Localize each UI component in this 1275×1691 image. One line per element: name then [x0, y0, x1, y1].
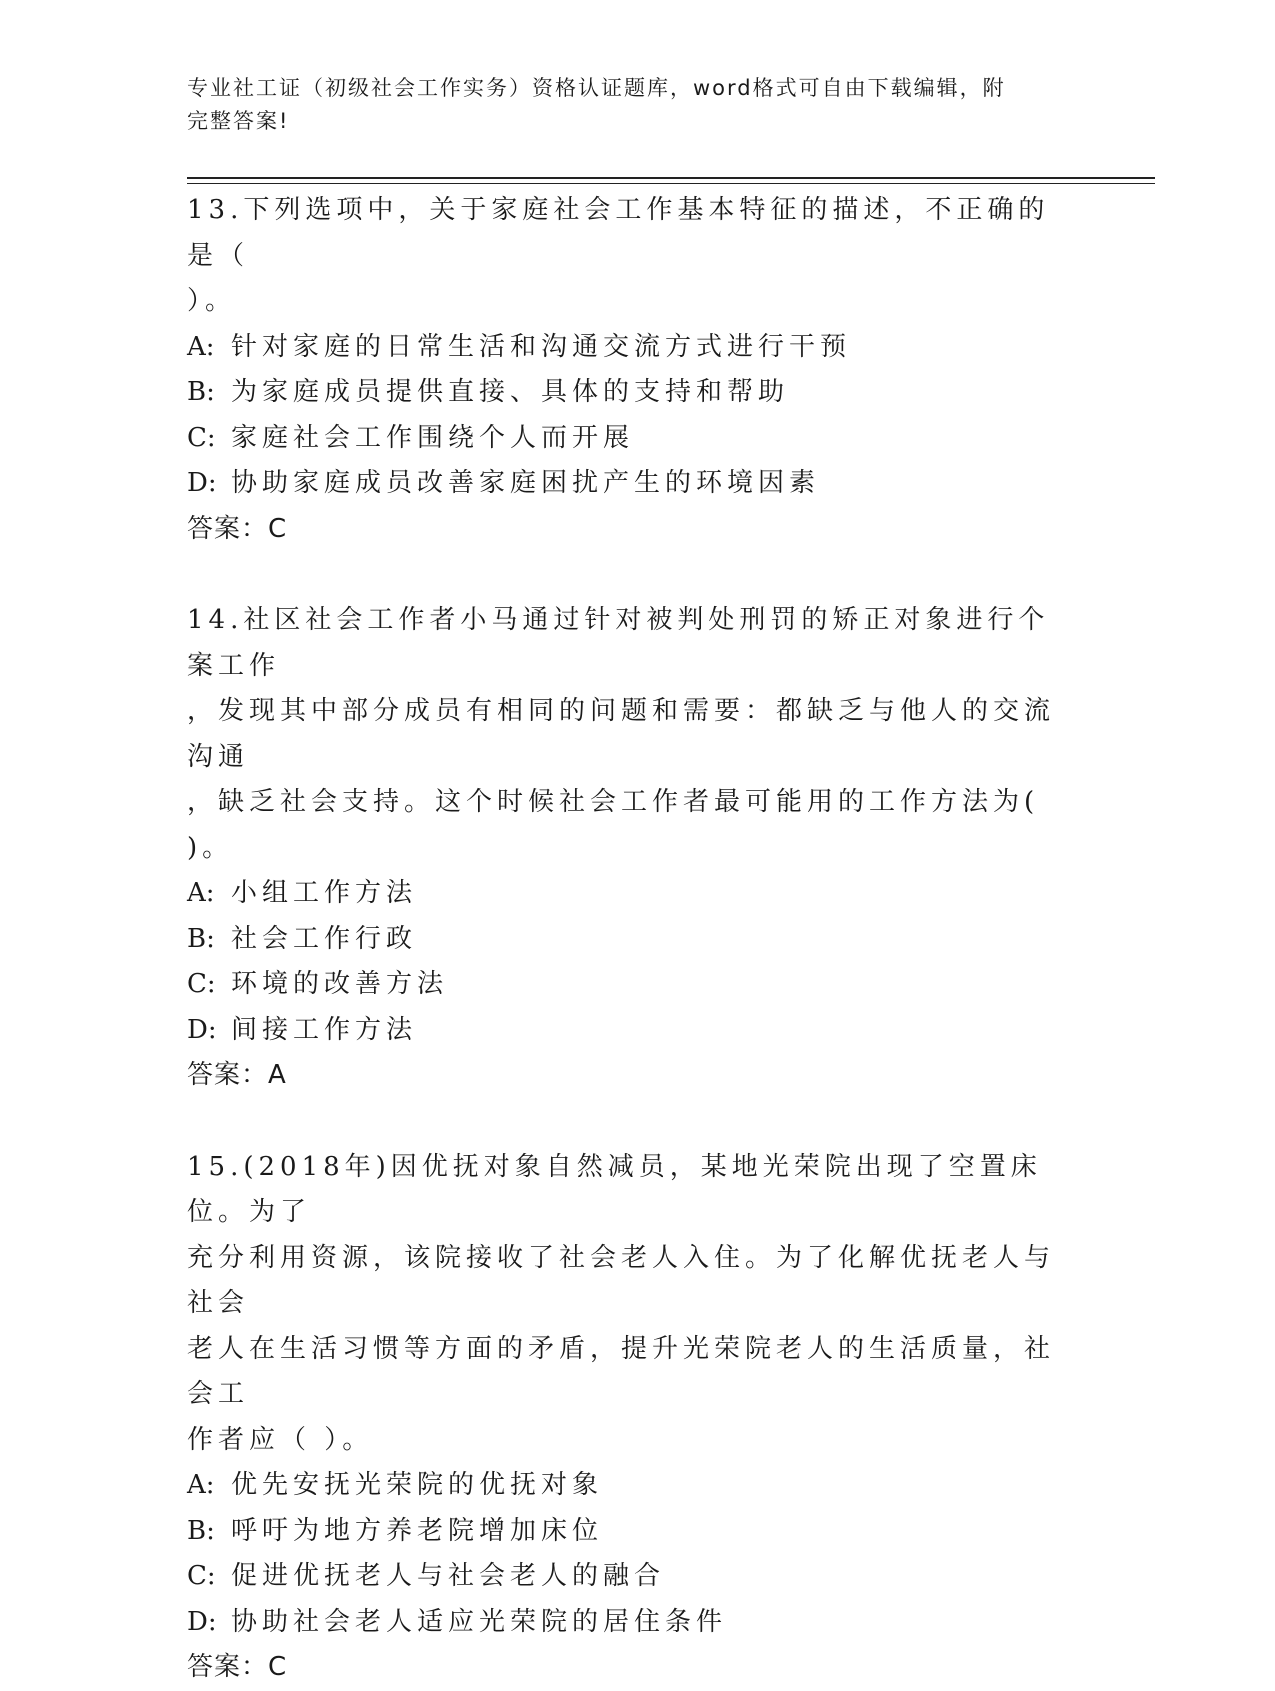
option-text: 针对家庭的日常生活和沟通交流方式进行干预	[231, 331, 852, 362]
option-c	[187, 416, 1087, 462]
question-13	[187, 188, 1087, 552]
option-a	[187, 871, 1087, 917]
option-text: 协助社会老人适应光荣院的居住条件	[231, 1606, 728, 1637]
option-key: C:	[187, 969, 216, 999]
question-spacer	[187, 552, 1087, 598]
option-d	[187, 1008, 1087, 1054]
option-text: 呼吁为地方养老院增加床位	[231, 1515, 604, 1546]
option-text: 环境的改善方法	[231, 969, 449, 999]
answer-label: 答案：C	[187, 513, 288, 544]
option-text: 优先安抚光荣院的优抚对象	[231, 1470, 604, 1500]
question-14	[187, 598, 1087, 1099]
question-stem-line: 15.(2018年)因优抚对象自然减员，某地光荣院出现了空置床位。为了	[187, 1151, 1042, 1227]
question-stem	[187, 1145, 1077, 1464]
header-rule-thick	[187, 177, 1155, 179]
option-d	[187, 461, 1087, 507]
question-stem-line: ，发现其中部分成员有相同的问题和需要：都缺乏与他人的交流沟通	[187, 696, 1056, 772]
option-key: C:	[187, 422, 216, 453]
document-header	[187, 72, 1087, 138]
option-text: 为家庭成员提供直接、具体的支持和帮助	[231, 377, 790, 407]
option-c	[187, 962, 1087, 1008]
option-text: 小组工作方法	[231, 878, 418, 908]
option-text: 社会工作行政	[231, 923, 418, 954]
question-15	[187, 1145, 1087, 1691]
option-key: C:	[187, 1561, 216, 1591]
option-a	[187, 1463, 1087, 1509]
option-key: B:	[187, 923, 215, 954]
question-stem-line: 老人在生活习惯等方面的矛盾，提升光荣院老人的生活质量，社会工	[187, 1333, 1056, 1409]
option-b	[187, 1509, 1087, 1555]
option-text: 间接工作方法	[231, 1014, 418, 1045]
option-text: 家庭社会工作围绕个人而开展	[231, 422, 635, 453]
question-stem-line: ）。	[187, 286, 237, 316]
header-line-2: 完整答案!	[187, 109, 290, 133]
question-stem-line: 14.社区社会工作者小马通过针对被判处刑罚的矫正对象进行个案工作	[187, 605, 1050, 681]
option-key: A:	[187, 1470, 215, 1500]
option-key: D:	[187, 468, 217, 498]
option-c	[187, 1554, 1087, 1600]
question-stem-line: 充分利用资源，该院接收了社会老人入住。为了化解优抚老人与社会	[187, 1242, 1056, 1318]
option-b	[187, 917, 1087, 963]
option-key: A:	[187, 331, 215, 362]
answer-label: 答案：A	[187, 1060, 287, 1090]
option-key: B:	[187, 1515, 215, 1546]
option-key: D:	[187, 1606, 217, 1637]
question-stem-line: 13.下列选项中，关于家庭社会工作基本特征的描述，不正确的是（	[187, 195, 1050, 271]
option-key: B:	[187, 377, 215, 407]
option-text: 促进优抚老人与社会老人的融合	[231, 1561, 666, 1591]
option-b	[187, 370, 1087, 416]
header-rule-thin	[187, 183, 1155, 184]
option-text: 协助家庭成员改善家庭困扰产生的环境因素	[231, 468, 821, 498]
question-stem-line: 作者应（ ）。	[187, 1424, 374, 1455]
question-stem	[187, 188, 1077, 325]
question-list	[187, 188, 1087, 1691]
question-stem	[187, 598, 1077, 871]
header-line-1: 专业社工证（初级社会工作实务）资格认证题库，word格式可自由下载编辑，附	[187, 76, 1006, 100]
answer-label: 答案：C	[187, 1652, 288, 1682]
option-d	[187, 1600, 1087, 1646]
option-key: D:	[187, 1014, 217, 1045]
option-key: A:	[187, 878, 215, 908]
question-spacer	[187, 1099, 1087, 1145]
option-a	[187, 325, 1087, 371]
question-stem-line: ，缺乏社会支持。这个时候社会工作者最可能用的工作方法为( )。	[187, 787, 1040, 863]
